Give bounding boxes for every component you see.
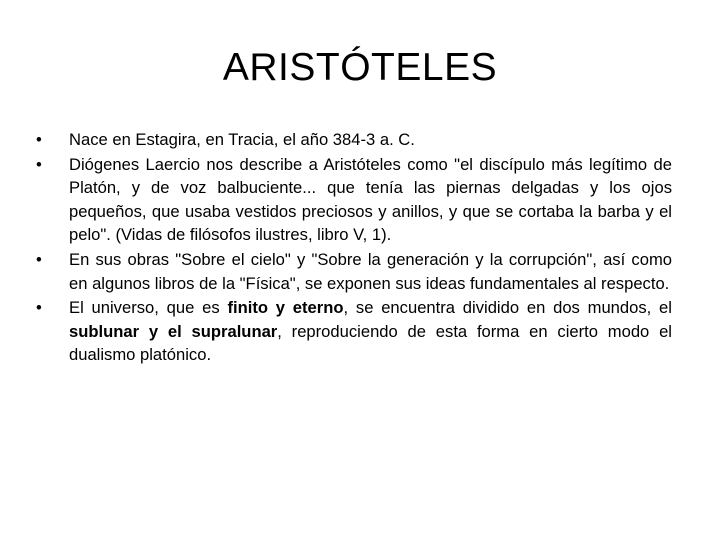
bullet-dot-icon: • <box>36 154 42 174</box>
bold-phrase: sublunar y el supralunar <box>69 321 278 341</box>
bullet-text: En sus obras "Sobre el cielo" y "Sobre la generación y la corrupción", así como en algunos libros de la "Física", se exponen sus ideas fundamentales al respecto. <box>69 249 672 293</box>
bullet-text-segment: , reproduciendo de esta forma en cierto modo el dualismo platónico. <box>69 321 672 365</box>
slide-title: ARISTÓTELES <box>222 46 498 89</box>
bullet-item <box>36 153 672 247</box>
bullet-text-segment: El universo, que es <box>69 298 228 318</box>
bullet-list <box>36 128 672 368</box>
bullet-dot-icon: • <box>36 249 42 269</box>
bullet-dot-icon: • <box>36 298 42 318</box>
bullet-dot-icon: • <box>36 130 42 149</box>
bullet-item <box>36 248 672 295</box>
bullet-text: Nace en Estagira, en Tracia, el año 384-3 a. C. <box>69 130 415 149</box>
bold-phrase: finito y eterno <box>227 298 344 318</box>
bullet-text-segment: , se encuentra dividido en dos mundos, el <box>343 298 672 318</box>
bullet-item <box>36 128 672 152</box>
bullet-text: Diógenes Laercio nos describe a Aristóteles como "el discípulo más legítimo de Platón, y de voz balbuciente... que tenía las piernas delgadas y los ojos pequeños, que usaba vestidos preciosos y anillos, y que se cortaba la barba y el pelo". (Vidas de filósofos ilustres, libro V, 1). <box>69 154 672 245</box>
bullet-item <box>36 296 672 367</box>
